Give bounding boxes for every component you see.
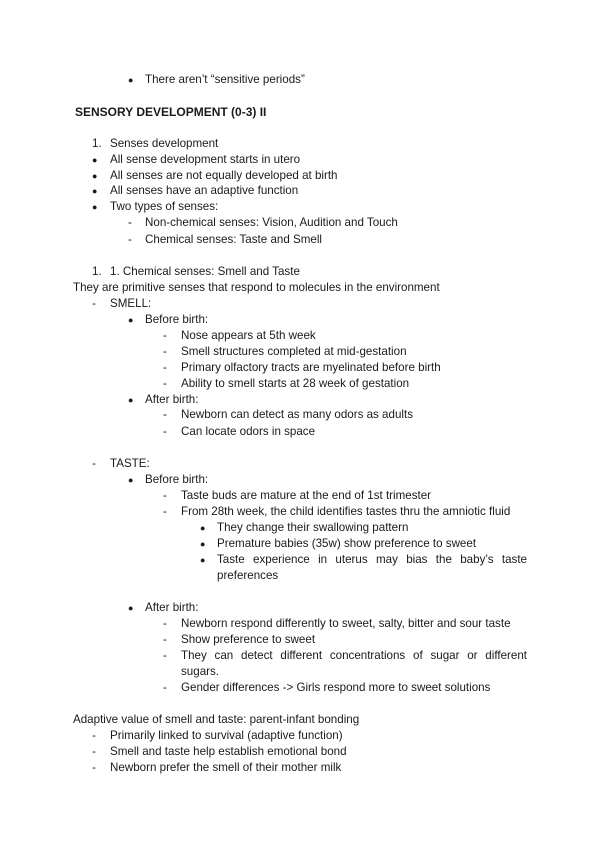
dash-marker: - <box>163 377 167 390</box>
page-title: SENSORY DEVELOPMENT (0-3) II <box>75 105 267 119</box>
bullet-marker: ● <box>200 539 206 549</box>
list-item: All senses have an adaptive function <box>110 184 299 197</box>
taste-before-label: Before birth: <box>145 473 209 486</box>
smell-label: SMELL: <box>110 297 152 310</box>
dash-marker: - <box>92 745 96 758</box>
bullet-marker: ● <box>128 603 134 613</box>
bullet-marker: ● <box>92 171 98 181</box>
list-item: Non-chemical senses: Vision, Audition and Touch <box>145 216 398 229</box>
bullet-marker: ● <box>128 315 134 325</box>
dash-marker: - <box>163 505 167 518</box>
dash-marker: - <box>163 489 167 502</box>
list-item: They change their swallowing pattern <box>217 521 409 534</box>
chemical-intro: They are primitive senses that respond to molecules in the environment <box>73 281 440 294</box>
list-item: Smell structures completed at mid-gestation <box>181 345 407 358</box>
list-item: Primarily linked to survival (adaptive function) <box>110 729 343 742</box>
list-item: Can locate odors in space <box>181 425 316 438</box>
dash-marker: - <box>163 633 167 646</box>
dash-marker: - <box>163 345 167 358</box>
bullet-marker: ● <box>200 555 206 565</box>
list-item: Taste experience in uterus may bias the baby’s taste <box>217 553 527 566</box>
list-item: Smell and taste help establish emotional bond <box>110 745 347 758</box>
dash-marker: - <box>163 649 167 662</box>
taste-label: TASTE: <box>110 457 150 470</box>
smell-after-label: After birth: <box>145 393 199 406</box>
dash-marker: - <box>92 457 96 470</box>
senses-heading: Senses development <box>110 137 219 150</box>
dash-marker: - <box>163 681 167 694</box>
list-item: Premature babies (35w) show preference to sweet <box>217 537 477 550</box>
dash-marker: - <box>163 329 167 342</box>
dash-marker: - <box>92 729 96 742</box>
list-item: Newborn prefer the smell of their mother milk <box>110 761 342 774</box>
bullet-marker: ● <box>128 75 134 85</box>
smell-before-label: Before birth: <box>145 313 209 326</box>
dash-marker: - <box>163 617 167 630</box>
bullet-marker: ● <box>92 155 98 165</box>
list-item: Show preference to sweet <box>181 633 316 646</box>
list-item: Two types of senses: <box>110 200 219 213</box>
list-item: Nose appears at 5th week <box>181 329 316 342</box>
taste-after-label: After birth: <box>145 601 199 614</box>
list-number: 1. <box>92 137 102 150</box>
list-item: They can detect different concentrations of sugar or different <box>181 649 527 662</box>
list-item: Newborn can detect as many odors as adults <box>181 408 413 421</box>
list-item-continuation: preferences <box>217 569 279 582</box>
list-item: Ability to smell starts at 28 week of gestation <box>181 377 410 390</box>
top-note: There aren’t “sensitive periods” <box>145 73 305 86</box>
list-number: 1. <box>92 265 102 278</box>
dash-marker: - <box>128 233 132 246</box>
list-item: Newborn respond differently to sweet, salty, bitter and sour taste <box>181 617 511 630</box>
list-item: Primary olfactory tracts are myelinated before birth <box>181 361 441 374</box>
bullet-marker: ● <box>128 475 134 485</box>
dash-marker: - <box>163 361 167 374</box>
dash-marker: - <box>92 761 96 774</box>
bullet-marker: ● <box>92 186 98 196</box>
bullet-marker: ● <box>128 395 134 405</box>
list-item: Taste buds are mature at the end of 1st trimester <box>181 489 432 502</box>
chemical-heading: 1. Chemical senses: Smell and Taste <box>110 265 300 278</box>
list-item: Chemical senses: Taste and Smell <box>145 233 322 246</box>
bullet-marker: ● <box>92 202 98 212</box>
list-item: All sense development starts in utero <box>110 153 301 166</box>
adaptive-heading: Adaptive value of smell and taste: parent-infant bonding <box>73 713 360 726</box>
bullet-marker: ● <box>200 523 206 533</box>
dash-marker: - <box>92 297 96 310</box>
list-item: All senses are not equally developed at birth <box>110 169 338 182</box>
list-item: Gender differences -> Girls respond more to sweet solutions <box>181 681 491 694</box>
list-item: From 28th week, the child identifies tastes thru the amniotic fluid <box>181 505 511 518</box>
dash-marker: - <box>163 425 167 438</box>
list-item-continuation: sugars. <box>181 665 220 678</box>
dash-marker: - <box>163 408 167 421</box>
dash-marker: - <box>128 216 132 229</box>
